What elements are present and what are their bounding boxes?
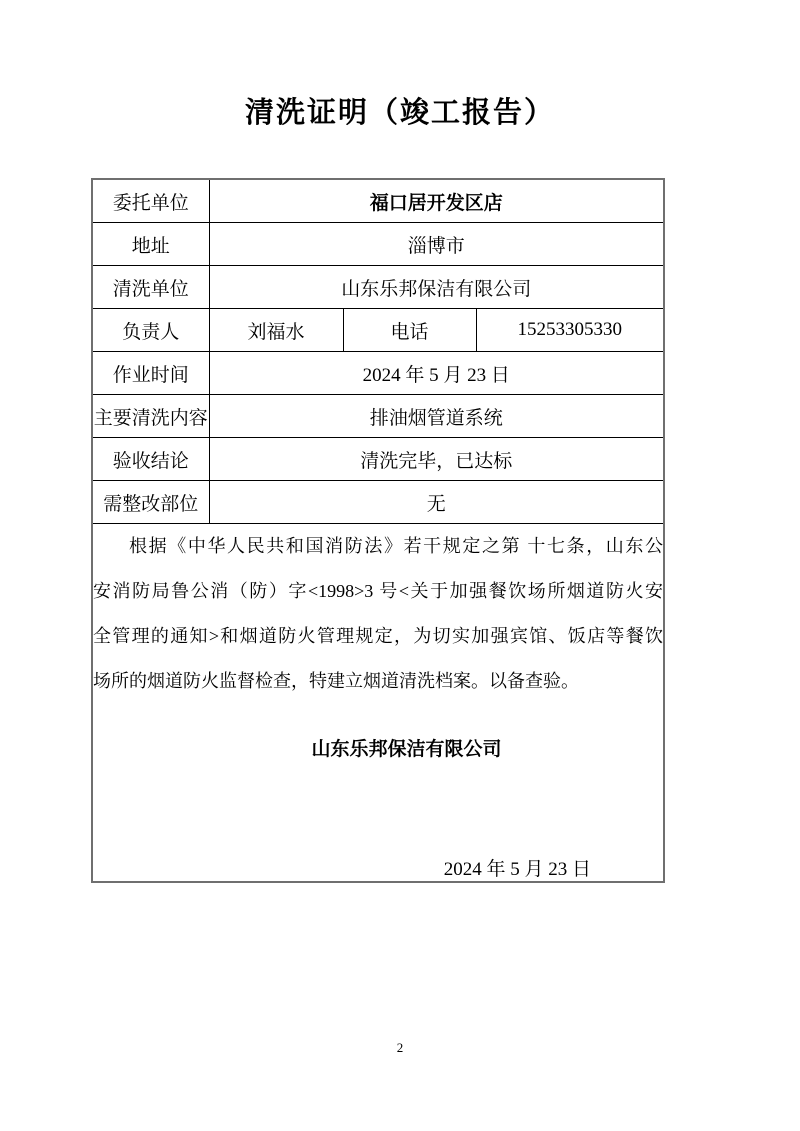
cleaning-content-label: 主要清洗内容 [92,395,209,438]
row-cleaning-unit [92,266,664,309]
signature-date: 2024 年 5 月 23 日 [443,859,592,880]
notice-line-1: 根据《中华人民共和国消防法》若干规定之第 十七条，山东公 [129,536,664,556]
document-title: 清洗证明（竣工报告） [244,97,555,129]
row-entrusted-unit [92,179,664,223]
notice-cell [92,524,664,883]
row-work-date [92,352,664,395]
cleaning-content-value: 排油烟管道系统 [209,395,664,438]
row-person-in-charge [92,309,664,352]
entrusted-unit-label: 委托单位 [92,179,209,223]
row-address [92,223,664,266]
signature-company-name: 山东乐邦保洁有限公司 [311,739,502,760]
phone-label: 电话 [343,309,476,352]
row-notice [92,524,664,883]
phone-value: 15253305330 [476,309,664,352]
work-date-label: 作业时间 [92,352,209,395]
rectification-parts-label: 需整改部位 [92,481,209,524]
notice-line-3: 全管理的通知>和烟道防火管理规定，为切实加强宾馆、饭店等餐饮 [93,626,664,646]
rectification-parts-value: 无 [209,481,664,524]
acceptance-conclusion-label: 验收结论 [92,438,209,481]
cleaning-unit-label: 清洗单位 [92,266,209,309]
acceptance-conclusion-value: 清洗完毕，已达标 [209,438,664,481]
certificate-table [91,178,665,883]
row-rectification-parts [92,481,664,524]
person-in-charge-value: 刘福水 [209,309,343,352]
entrusted-unit-value: 福口居开发区店 [209,179,664,223]
row-acceptance-conclusion [92,438,664,481]
work-date-value: 2024 年 5 月 23 日 [209,352,664,395]
row-cleaning-content [92,395,664,438]
address-label: 地址 [92,223,209,266]
cleaning-unit-value: 山东乐邦保洁有限公司 [209,266,664,309]
page-number: 2 [396,1040,404,1055]
person-in-charge-label: 负责人 [92,309,209,352]
notice-line-2: 安消防局鲁公消（防）字<1998>3 号<关于加强餐饮场所烟道防火安 [93,581,664,601]
notice-line-4: 场所的烟道防火监督检查，特建立烟道清洗档案。以备查验。 [93,671,579,691]
address-value: 淄博市 [209,223,664,266]
